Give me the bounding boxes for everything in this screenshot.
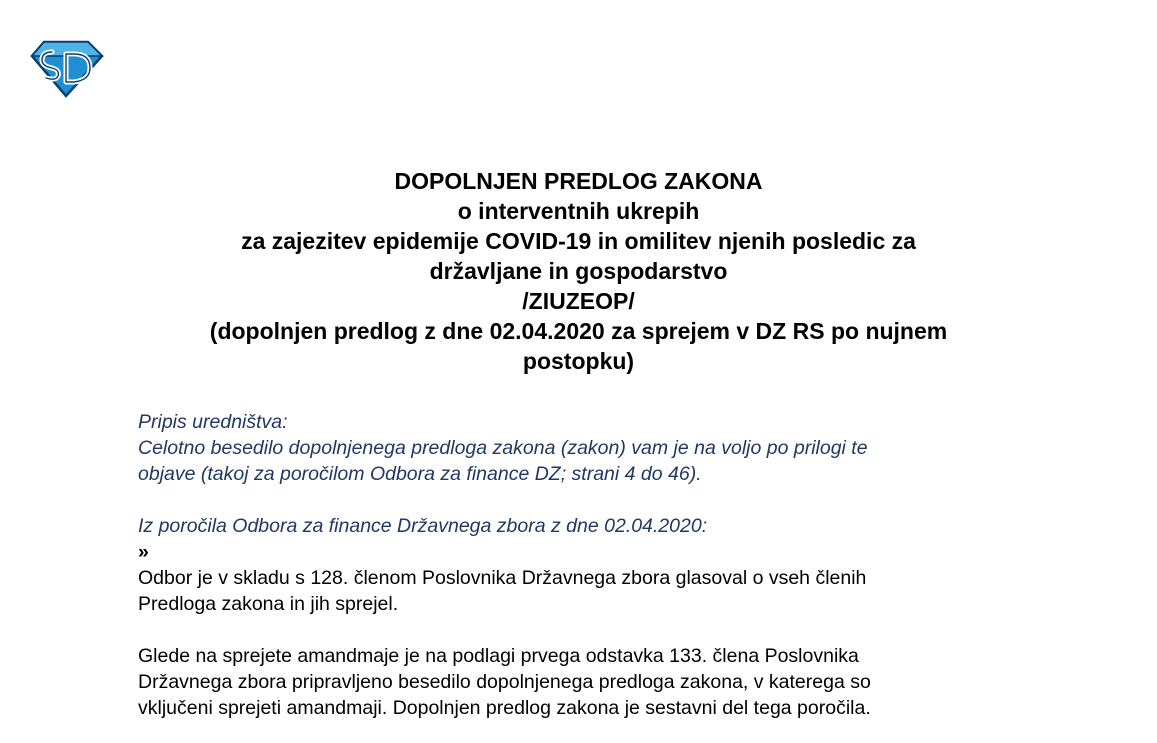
quote-mark: » [138,541,149,563]
report-paragraph-1-line-1: Odbor je v skladu s 128. členom Poslovnika Državnega zbora glasoval o vseh členih [138,567,867,589]
sd-logo-icon [30,40,104,98]
report-paragraph-2-line-2: Državnega zbora pripravljeno besedilo dopolnjenega predloga zakona, v katerega so [138,671,871,693]
report-paragraph-2-line-3: vključeni sprejeti amandmaji. Dopolnjen predlog zakona je sestavni del tega poročila. [138,697,871,719]
document-body [138,409,1038,721]
title-line-7: postopku) [522,348,635,374]
editor-note-heading: Pripis uredništva: [138,411,288,433]
spacer [138,617,1038,643]
report-paragraph-1-line-2: Predloga zakona in jih sprejel. [138,593,399,615]
title-line-3: za zajezitev epidemije COVID-19 in omilitev njenih posledic za [241,228,916,254]
report-heading: Iz poročila Odbora za finance Državnega zbora z dne 02.04.2020: [138,515,708,537]
title-line-4: državljane in gospodarstvo [429,258,728,284]
editor-note-line-1: Celotno besedilo dopolnjenega predloga zakona (zakon) vam je na voljo po prilogi te [138,437,868,459]
spacer [138,487,1038,513]
editor-note [138,409,1038,487]
title-line-5: /ZIUZEOP/ [522,288,635,314]
document-title [100,166,1057,376]
report-paragraph-2-line-1: Glede na sprejete amandmaje je na podlagi prvega odstavka 133. člena Poslovnika [138,645,859,667]
title-line-1: DOPOLNJEN PREDLOG ZAKONA [394,168,763,194]
title-line-2: o interventnih ukrepih [457,198,700,224]
editor-note-line-2: objave (takoj za poročilom Odbora za finance DZ; strani 4 do 46). [138,463,702,485]
sd-logo [30,40,104,98]
title-line-6: (dopolnjen predlog z dne 02.04.2020 za sprejem v DZ RS po nujnem [209,318,948,344]
